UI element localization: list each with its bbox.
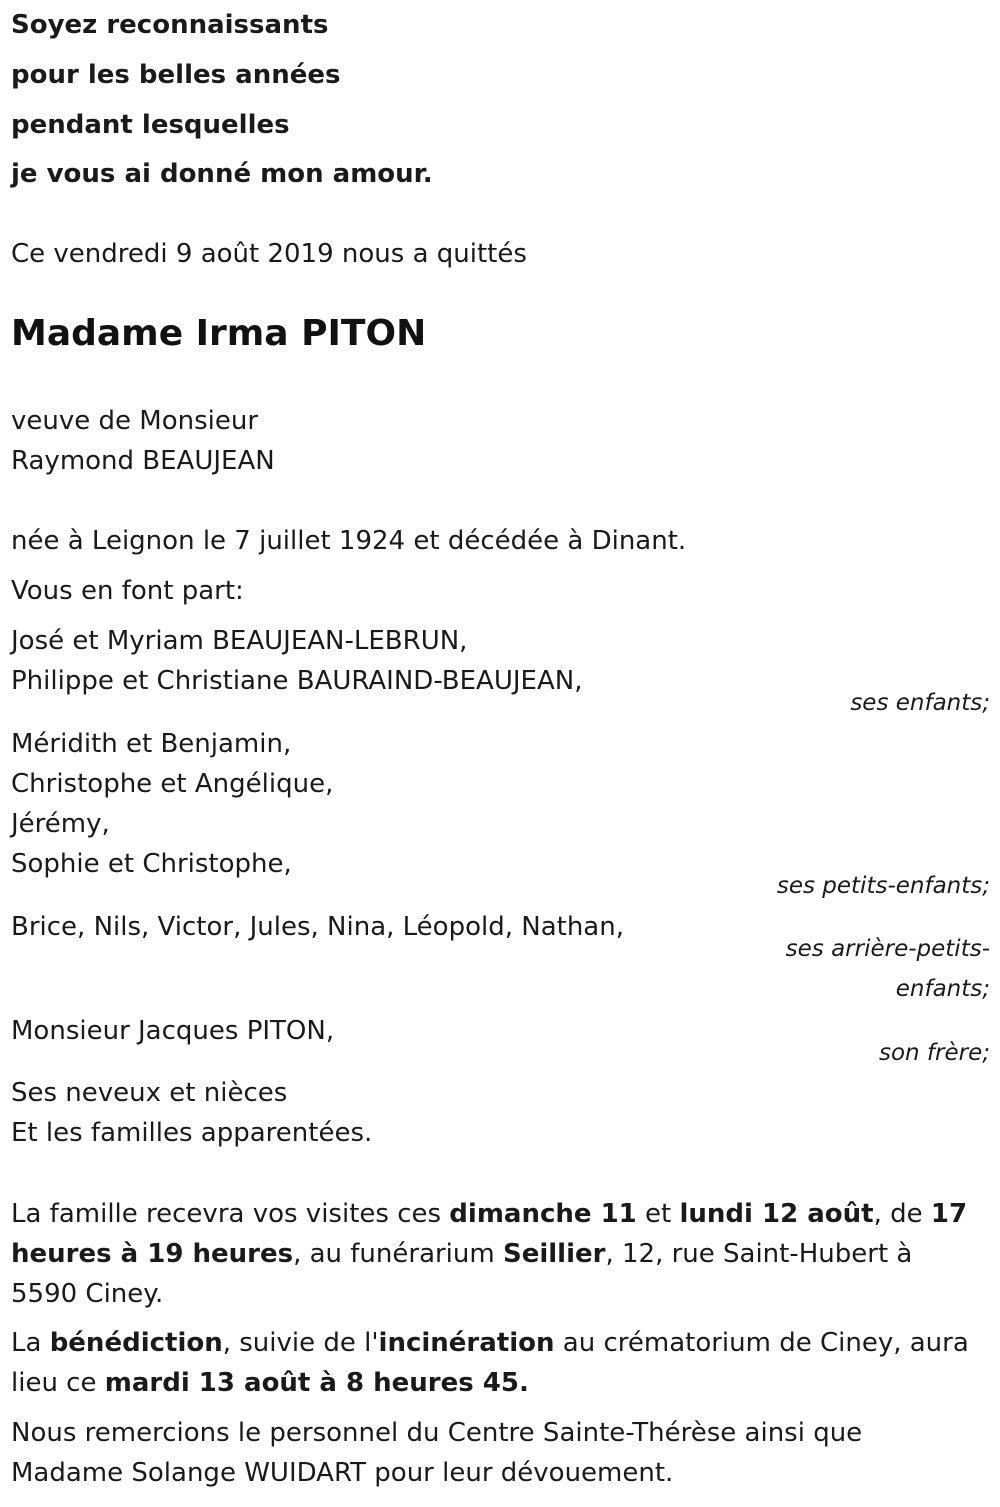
grandchild-line: Christophe et Angélique, [11,769,334,799]
others-line-2: Et les familles apparentées. [11,1118,373,1148]
grandchildren-label: ses petits-enfants; [776,873,990,899]
grandchild-line: Jérémy, [11,809,110,839]
intro-text: Ce vendredi 9 août 2019 nous a quittés [11,239,527,269]
great-grandchildren-label-2: enfants; [895,976,990,1002]
grandchild-line: Sophie et Christophe, [11,849,292,879]
birth-death-text: née à Leignon le 7 juillet 1924 et décédée à Dinant. [11,526,687,556]
brother-label: son frère; [878,1040,990,1066]
widow-line-2: Raymond BEAUJEAN [11,446,275,476]
visits-paragraph: La famille recevra vos visites ces dimanche 11 et lundi 12 août, de 17 heures à 19 heures, au funérarium Seillier, 12, rue Saint-Hubert à 5590 Ciney. [11,1199,968,1309]
poem-line-3: pendant lesquelles [11,110,290,140]
widow-line-1: veuve de Monsieur [11,406,259,436]
great-grandchildren-line: Brice, Nils, Victor, Jules, Nina, Léopold, Nathan, [11,912,624,942]
announce-text: Vous en font part: [11,576,244,606]
ceremony-paragraph: La bénédiction, suivie de l'incinération au crématorium de Ciney, aura lieu ce mardi 13 août à 8 heures 45. [11,1328,969,1398]
brother-line: Monsieur Jacques PITON, [11,1016,335,1046]
child-line: Philippe et Christiane BAURAIND-BEAUJEAN, [11,666,583,696]
poem-line-2: pour les belles années [11,60,341,90]
great-grandchildren-label-1: ses arrière-petits- [785,936,990,962]
poem-line-4: je vous ai donné mon amour. [11,159,433,189]
thanks-paragraph: Nous remercions le personnel du Centre Sainte-Thérèse ainsi que Madame Solange WUIDART pour leur dévouement. [11,1418,863,1488]
grandchild-line: Méridith et Benjamin, [11,729,292,759]
poem-line-1: Soyez reconnaissants [11,10,329,40]
children-label: ses enfants; [850,690,990,716]
deceased-name: Madame Irma PITON [11,313,427,354]
child-line: José et Myriam BEAUJEAN-LEBRUN, [11,626,468,656]
others-line-1: Ses neveux et nièces [11,1078,288,1108]
